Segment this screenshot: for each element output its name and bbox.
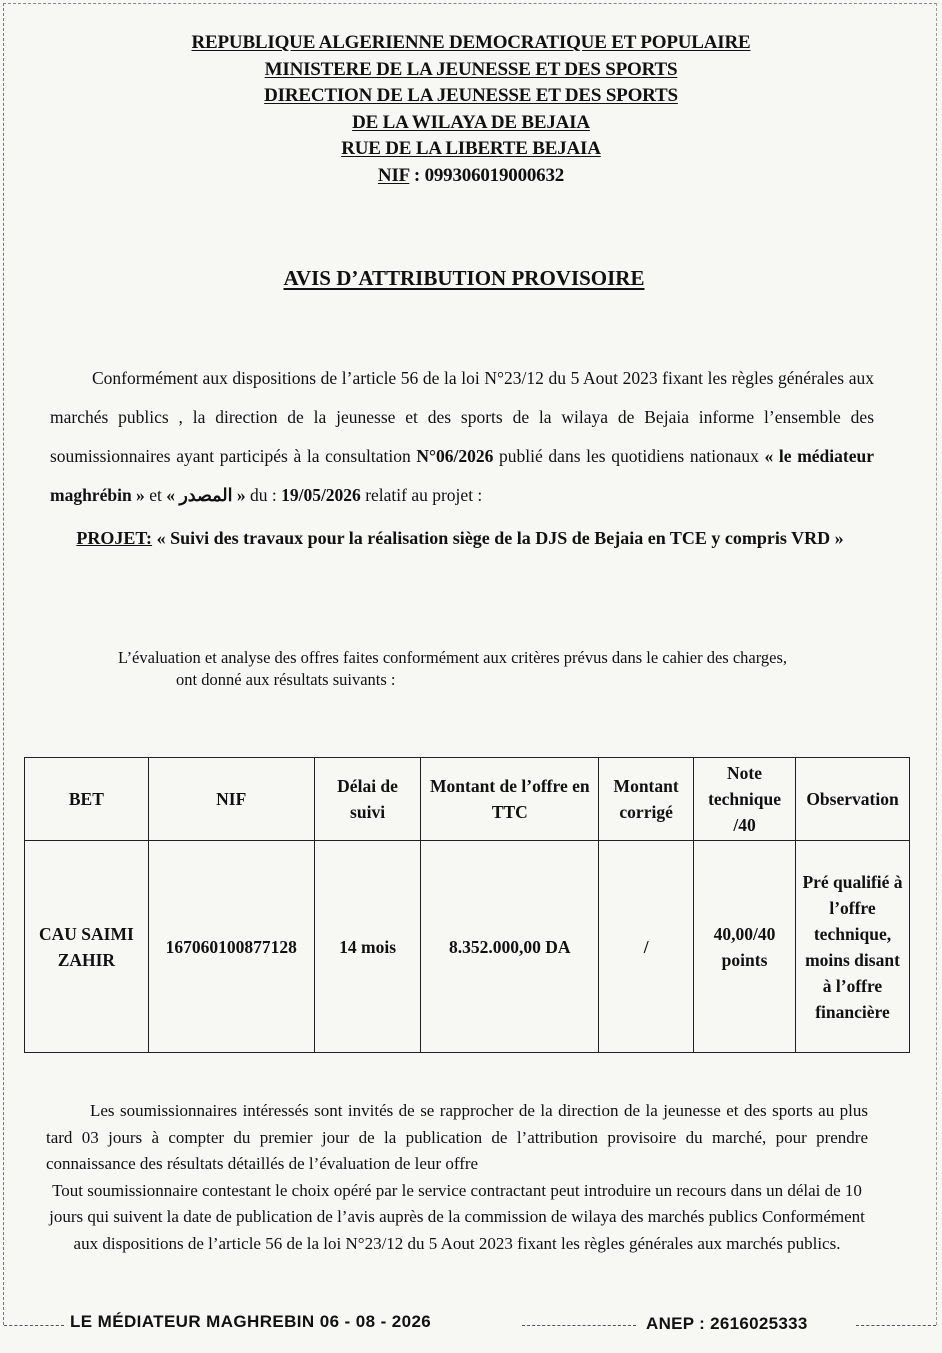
document-header	[0, 30, 942, 189]
cell-montant: 8.352.000,00 DA	[421, 841, 599, 1053]
evaluation-statement	[118, 647, 858, 691]
cell-bet: CAU SAIMI ZAHIR	[25, 841, 149, 1053]
footer-dash-left	[4, 1325, 64, 1326]
header-nif: NIF	[148, 758, 314, 841]
header-montant: Montant de l’offre en TTC	[421, 758, 599, 841]
notice-title: AVIS D’ATTRIBUTION PROVISOIRE	[283, 266, 645, 290]
nif-value: : 099306019000632	[409, 164, 565, 186]
footer-dash-middle	[522, 1325, 636, 1326]
cell-delai: 14 mois	[314, 841, 421, 1053]
intro-text-3: relatif au projet :	[360, 485, 483, 505]
nif-label: NIF	[377, 164, 410, 186]
header-address: RUE DE LA LIBERTE BEJAIA	[341, 138, 601, 159]
footer-publication: LE MÉDIATEUR MAGHREBIN 06 - 08 - 2026	[70, 1312, 432, 1331]
journal-name-2: « المصدر »	[166, 485, 246, 505]
journal-name-1: « le médiateur maghrébin »	[50, 446, 874, 505]
header-bet: BET	[25, 758, 149, 841]
cell-montant-corrige: /	[599, 841, 694, 1053]
publication-footer	[0, 1312, 942, 1342]
closing-paragraph-1: Les soumissionnaires intéressés sont invités de se rapprocher de la direction de la jeunesse et des sports au plus tard 03 jours à compter du premier jour de la publication de l’attribution provisoire du marché, pour prendre connaissance des résultats détaillés de l’évaluation de leur offre	[46, 1101, 868, 1173]
intro-text-2: publié dans les quotidiens nationaux	[493, 446, 765, 466]
evaluation-line-1: L’évaluation et analyse des offres faites conformément aux critères prévus dans le cahier des charges,	[118, 648, 788, 667]
cell-observation: Pré qualifié à l’offre technique, moins disant à l’offre financière	[796, 841, 910, 1053]
header-delai: Délai de suivi	[314, 758, 421, 841]
header-ministry: MINISTERE DE LA JEUNESSE ET DES SPORTS	[264, 58, 678, 80]
publication-date: 19/05/2026	[281, 485, 361, 505]
intro-and: et	[144, 485, 167, 505]
intro-du: du :	[245, 485, 282, 505]
intro-paragraph	[50, 359, 874, 515]
table-row	[25, 841, 910, 1053]
header-observation: Observation	[796, 758, 910, 841]
header-republic: REPUBLIQUE ALGERIENNE DEMOCRATIQUE ET POPULAIRE	[191, 32, 751, 53]
header-nif	[0, 163, 942, 190]
closing-paragraph-2: Tout soumissionnaire contestant le choix opéré par le service contractant peut introduire un recours dans un délai de 10 jours qui suivent la date de publication de l’avis auprès de la commission de wilaya des marchés publics Conformément aux dispositions de l’article 56 de la loi N°23/12 du 5 Aout 2023 fixant les règles générales aux marchés publics.	[49, 1180, 865, 1253]
header-montant-corrige: Montant corrigé	[599, 758, 694, 841]
header-wilaya: DE LA WILAYA DE BEJAIA	[352, 111, 590, 133]
project-statement	[60, 525, 860, 552]
intro-text-1: Conformément aux dispositions de l’article 56 de la loi N°23/12 du 5 Aout 2023 fixant les règles générales aux marchés publics , la direction de la jeunesse et des sports de la wilaya de Bejaia informe l’ensemble des soumissionnaires ayant participés à la consultation	[50, 368, 874, 466]
consultation-number: N°06/2026	[416, 446, 494, 466]
project-text: « Suivi des travaux pour la réalisation siège de la DJS de Bejaia en TCE y compris VRD »	[152, 528, 844, 548]
cell-note-technique: 40,00/40 points	[694, 841, 796, 1053]
footer-dash-right	[856, 1325, 936, 1326]
header-note-technique: Note technique /40	[694, 758, 796, 841]
project-label: PROJET:	[76, 528, 153, 548]
evaluation-line-2: ont donné aux résultats suivants :	[176, 670, 396, 689]
table-header-row	[25, 758, 910, 841]
footer-anep: ANEP : 2616025333	[646, 1314, 808, 1333]
closing-paragraphs	[46, 1098, 868, 1257]
cell-nif: 167060100877128	[148, 841, 314, 1053]
header-direction: DIRECTION DE LA JEUNESSE ET DES SPORTS	[264, 85, 678, 106]
results-table	[24, 757, 910, 1053]
